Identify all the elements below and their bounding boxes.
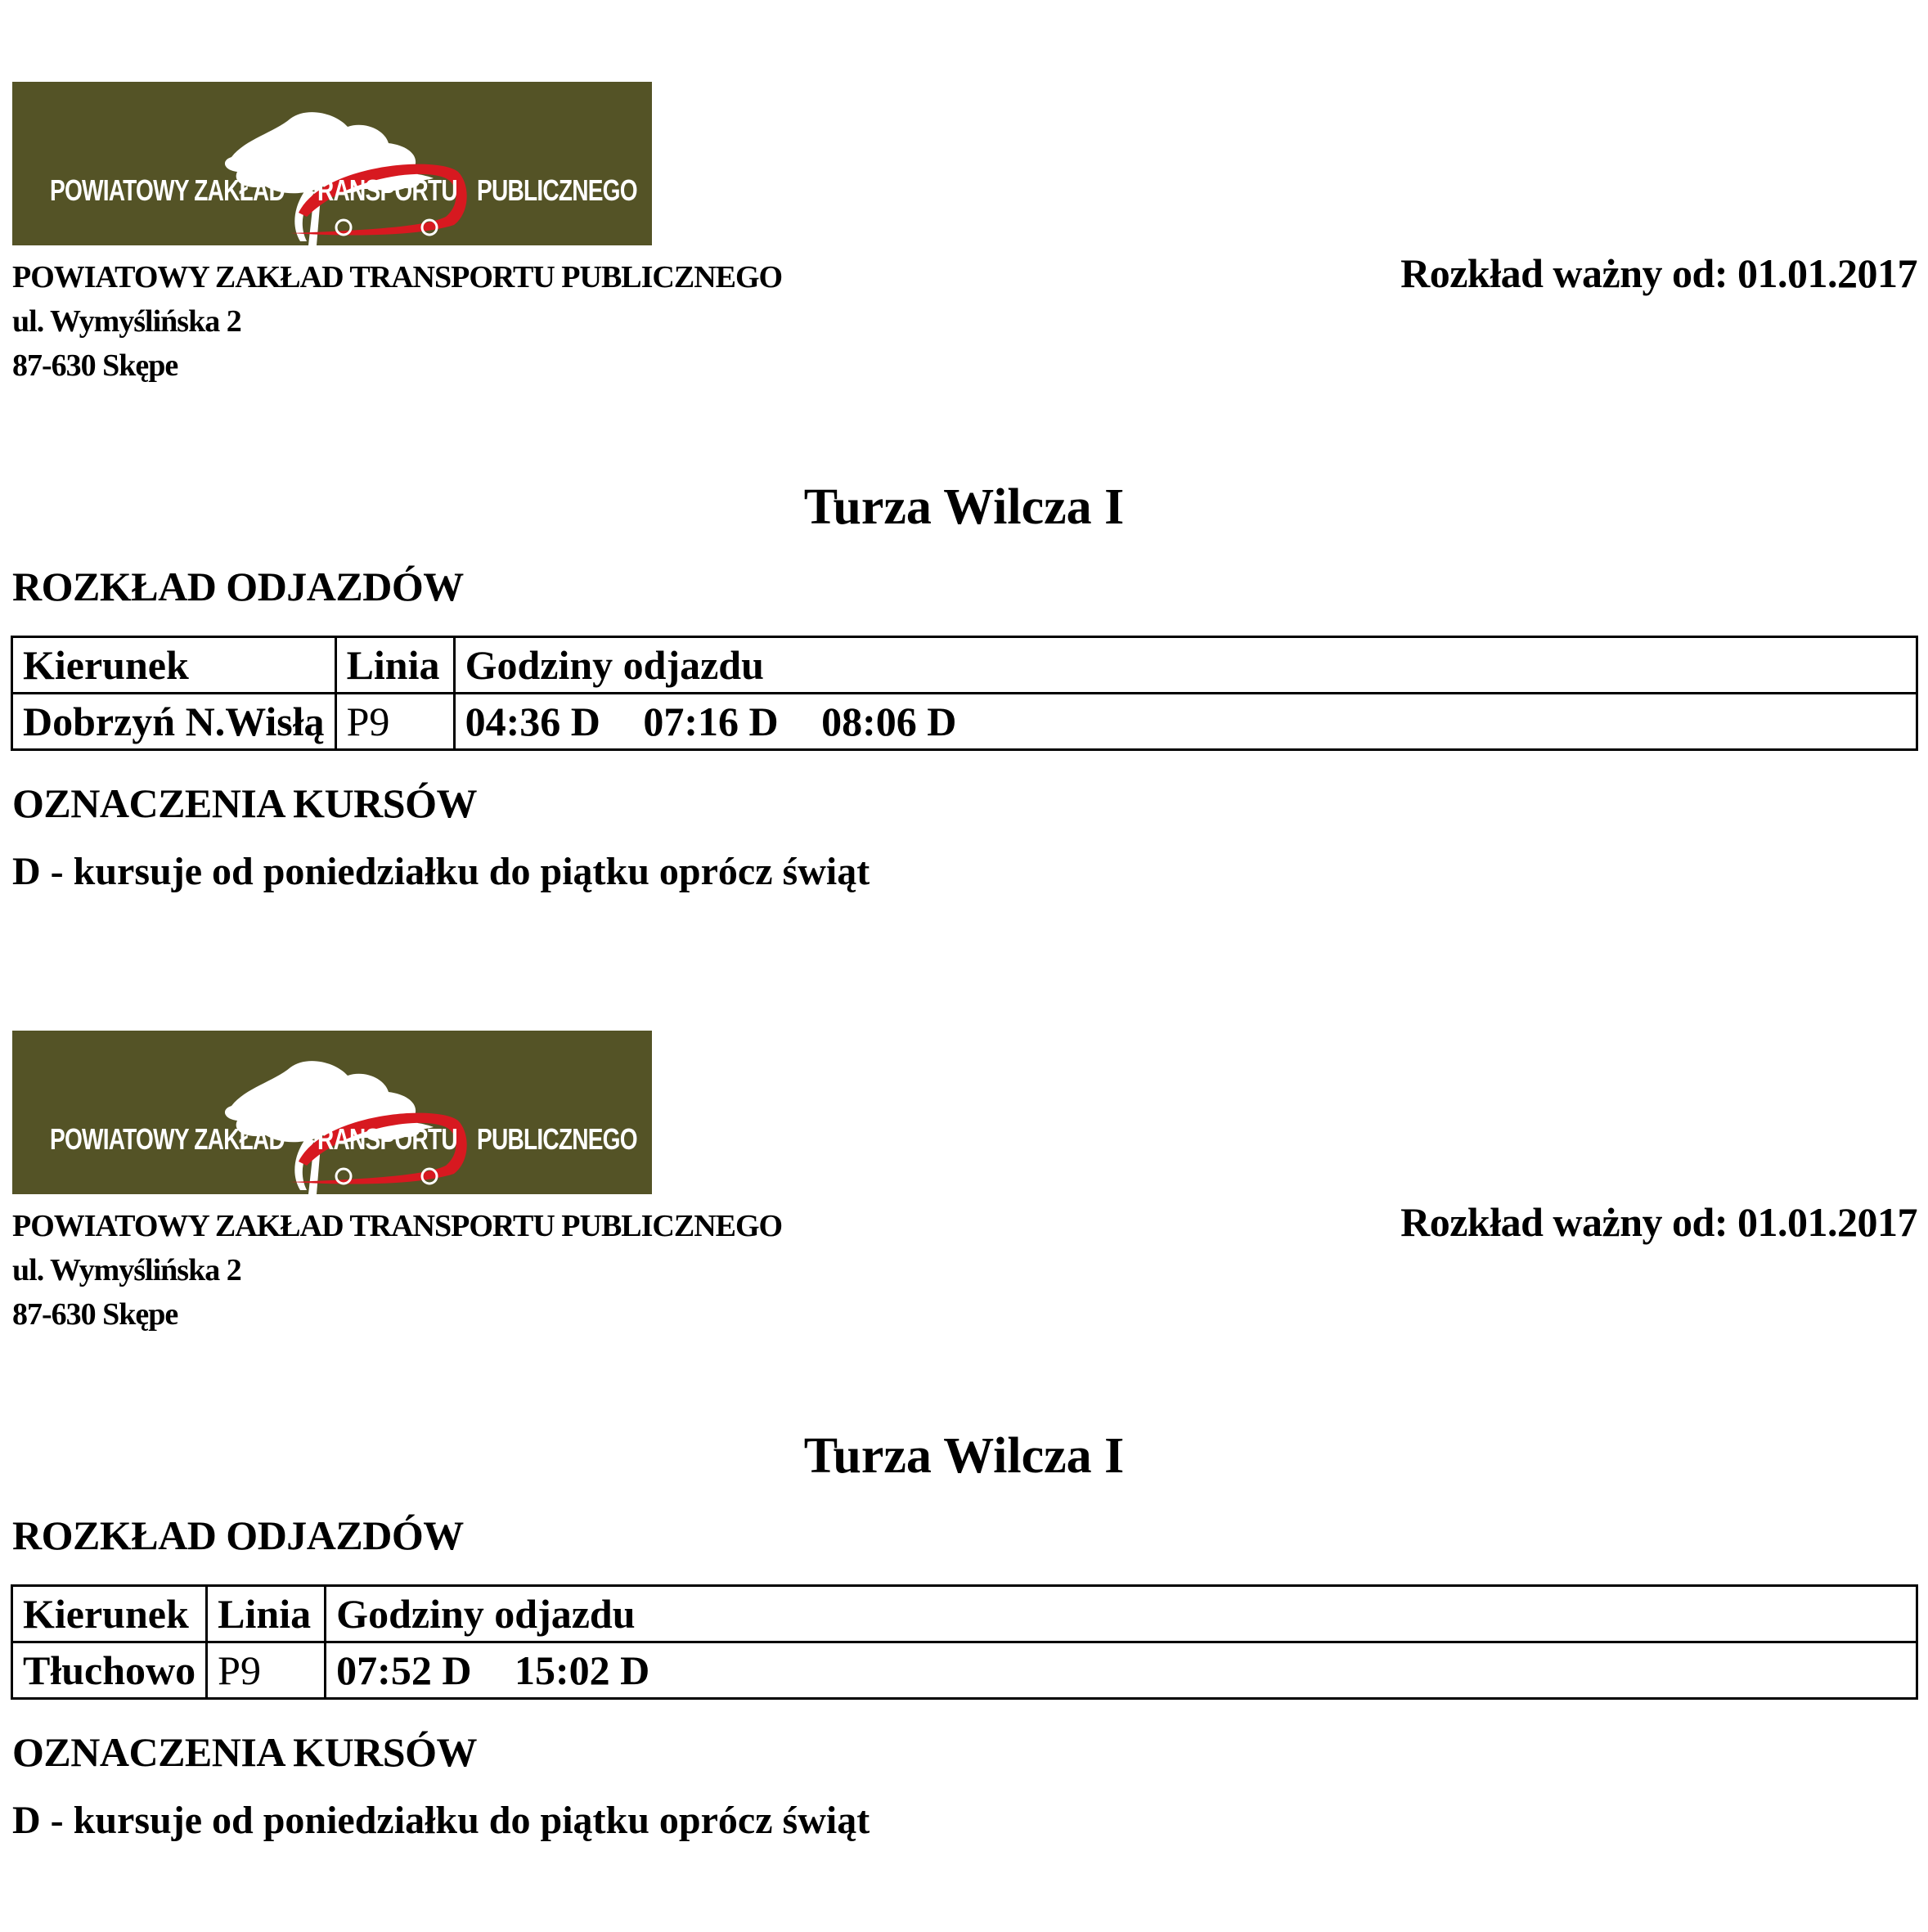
company-address (12, 1204, 782, 1337)
logo-text-part2: RANSPORTU (317, 1122, 457, 1156)
direction-cell: Tłuchowo (12, 1642, 207, 1699)
timetable-section-2 (0, 949, 1928, 1898)
company-street: ul. Wymyślińska 2 (12, 1253, 241, 1287)
logo-text-part3: PUBLICZNEGO (477, 173, 637, 207)
departure-time: 07:52 D (336, 1647, 472, 1693)
company-street: ul. Wymyślińska 2 (12, 304, 241, 339)
table-row (12, 1642, 1917, 1699)
departure-time: 04:36 D (465, 699, 600, 744)
tree-bus-logo-icon (12, 1031, 652, 1194)
company-city: 87-630 Skępe (12, 1297, 178, 1332)
stop-name: Turza Wilcza I (803, 479, 1125, 535)
legend-text: D - kursuje od poniedziałku do piątku oprócz świąt (12, 1799, 870, 1842)
header-kierunek: Kierunek (12, 637, 336, 694)
valid-from: Rozkład ważny od: 01.01.2017 (1400, 1199, 1917, 1245)
company-name: POWIATOWY ZAKŁAD TRANSPORTU PUBLICZNEGO (12, 1209, 783, 1243)
timetable-section-1 (0, 0, 1928, 949)
valid-from: Rozkład ważny od: 01.01.2017 (1400, 250, 1917, 296)
header-godziny: Godziny odjazdu (326, 1586, 1917, 1642)
company-name: POWIATOWY ZAKŁAD TRANSPORTU PUBLICZNEGO (12, 260, 783, 294)
timetable-table (11, 636, 1918, 751)
logo-text-part1: POWIATOWY ZAKŁAD (50, 173, 285, 207)
company-logo (12, 82, 652, 245)
times-cell (454, 694, 1917, 750)
timetable-table (11, 1584, 1918, 1700)
direction-cell: Dobrzyń N.Wisłą (12, 694, 336, 750)
table-header-row (12, 637, 1917, 694)
schedule-heading: ROZKŁAD ODJAZDÓW (12, 564, 464, 609)
tree-bus-logo-icon (12, 82, 652, 245)
header-godziny: Godziny odjazdu (454, 637, 1917, 694)
legend-heading: OZNACZENIA KURSÓW (12, 780, 477, 826)
header-linia: Linia (207, 1586, 326, 1642)
company-city: 87-630 Skępe (12, 348, 178, 383)
departure-time: 15:02 D (514, 1647, 650, 1693)
departure-time: 08:06 D (821, 699, 957, 744)
schedule-heading: ROZKŁAD ODJAZDÓW (12, 1512, 464, 1558)
departure-time: 07:16 D (643, 699, 779, 744)
logo-text-part3: PUBLICZNEGO (477, 1122, 637, 1156)
legend-heading: OZNACZENIA KURSÓW (12, 1729, 477, 1775)
logo-text-part2: RANSPORTU (317, 173, 457, 207)
line-cell: P9 (335, 694, 454, 750)
company-address (12, 255, 782, 388)
times-cell (326, 1642, 1917, 1699)
header-kierunek: Kierunek (12, 1586, 207, 1642)
stop-name: Turza Wilcza I (803, 1428, 1125, 1484)
company-logo (12, 1031, 652, 1194)
table-row (12, 694, 1917, 750)
table-header-row (12, 1586, 1917, 1642)
line-cell: P9 (207, 1642, 326, 1699)
header-linia: Linia (335, 637, 454, 694)
legend-text: D - kursuje od poniedziałku do piątku oprócz świąt (12, 850, 870, 893)
logo-text-part1: POWIATOWY ZAKŁAD (50, 1122, 285, 1156)
